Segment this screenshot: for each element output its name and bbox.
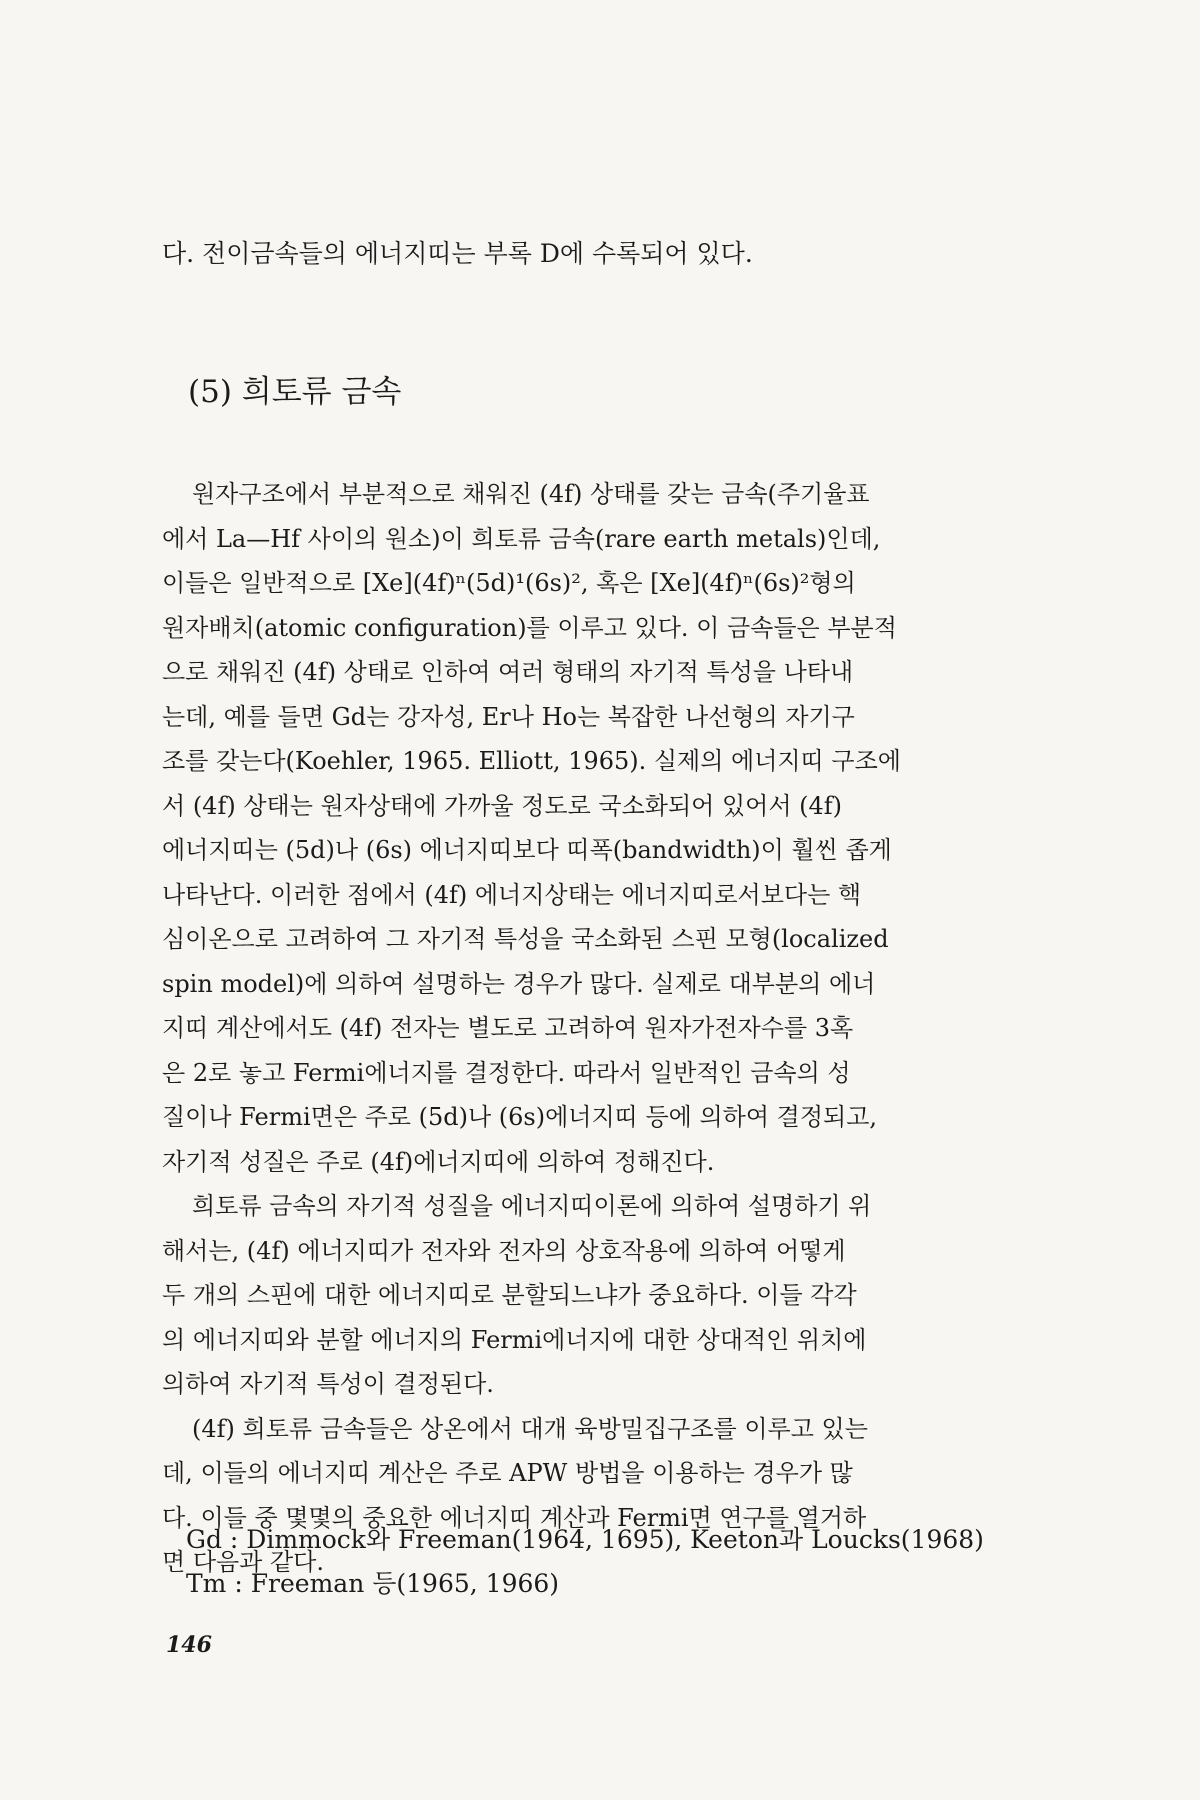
body-line: spin model)에 의하여 설명하는 경우가 많다. 실제로 대부분의 에너 bbox=[162, 969, 876, 998]
reference-item: Gd : Dimmock와 Freeman(1964, 1695), Keeton과 Loucks(1968) bbox=[186, 1525, 984, 1554]
reference-list bbox=[186, 1518, 1066, 1606]
body-line: 자기적 성질은 주로 (4f)에너지띠에 의하여 정해진다. bbox=[162, 1147, 715, 1176]
body-line: 으로 채워진 (4f) 상태로 인하여 여러 형태의 자기적 특성을 나타내 bbox=[162, 658, 854, 686]
body-line: 서 (4f) 상태는 원자상태에 가까울 정도로 국소화되어 있어서 (4f) bbox=[162, 791, 843, 820]
body-text bbox=[162, 472, 1024, 1585]
body-line: 이들은 일반적으로 [Xe](4f)ⁿ(5d)¹(6s)², 혹은 [Xe](4f)ⁿ(6s)²형의 bbox=[162, 569, 856, 597]
body-line: 원자배치(atomic configuration)를 이루고 있다. 이 금속들은 부분적 bbox=[162, 613, 897, 642]
body-line: 원자구조에서 부분적으로 채워진 (4f) 상태를 갖는 금속(주기율표 bbox=[192, 480, 870, 508]
body-line: 에너지띠는 (5d)나 (6s) 에너지띠보다 띠폭(bandwidth)이 훨씬 좁게 bbox=[162, 836, 892, 864]
body-line: 나타난다. 이러한 점에서 (4f) 에너지상태는 에너지띠로서보다는 핵 bbox=[162, 880, 862, 909]
body-line: 질이나 Fermi면은 주로 (5d)나 (6s)에너지띠 등에 의하여 결정되고, bbox=[162, 1103, 878, 1131]
body-line: 에서 La—Hf 사이의 원소)이 희토류 금속(rare earth metals)인데, bbox=[162, 524, 881, 553]
body-line: 다. 이들 중 몇몇의 중요한 에너지띠 계산과 Fermi면 연구를 열거하 bbox=[162, 1503, 867, 1532]
body-line: 희토류 금속의 자기적 성질을 에너지띠이론에 의하여 설명하기 위 bbox=[192, 1192, 872, 1220]
body-line: 해서는, (4f) 에너지띠가 전자와 전자의 상호작용에 의하여 어떻게 bbox=[162, 1236, 846, 1265]
section-heading: (5) 희토류 금속 bbox=[188, 374, 402, 410]
body-line: 면 다음과 같다. bbox=[162, 1548, 324, 1576]
body-line: 두 개의 스핀에 대한 에너지띠로 분할되느냐가 중요하다. 이들 각각 bbox=[162, 1281, 857, 1309]
body-line: 의 에너지띠와 분할 에너지의 Fermi에너지에 대한 상대적인 위치에 bbox=[162, 1325, 867, 1354]
body-line: 지띠 계산에서도 (4f) 전자는 별도로 고려하여 원자가전자수를 3혹 bbox=[162, 1014, 854, 1042]
body-line: 의하여 자기적 특성이 결정된다. bbox=[162, 1370, 494, 1398]
body-line: 데, 이들의 에너지띠 계산은 주로 APW 방법을 이용하는 경우가 많 bbox=[162, 1459, 853, 1487]
reference-item: Tm : Freeman 등(1965, 1966) bbox=[186, 1569, 560, 1598]
body-line: 심이온으로 고려하여 그 자기적 특성을 국소화된 스핀 모형(localized bbox=[162, 925, 889, 953]
body-line: 는데, 예를 들면 Gd는 강자성, Er나 Ho는 복잡한 나선형의 자기구 bbox=[162, 702, 855, 731]
body-line: 조를 갖는다(Koehler, 1965. Elliott, 1965). 실제의 에너지띠 구조에 bbox=[162, 747, 901, 775]
intro-line: 다. 전이금속들의 에너지띠는 부록 D에 수록되어 있다. bbox=[162, 239, 753, 268]
body-line: 은 2로 놓고 Fermi에너지를 결정한다. 따라서 일반적인 금속의 성 bbox=[162, 1058, 851, 1087]
body-line: (4f) 희토류 금속들은 상온에서 대개 육방밀집구조를 이루고 있는 bbox=[192, 1414, 868, 1443]
page-number: 146 bbox=[166, 1632, 212, 1658]
